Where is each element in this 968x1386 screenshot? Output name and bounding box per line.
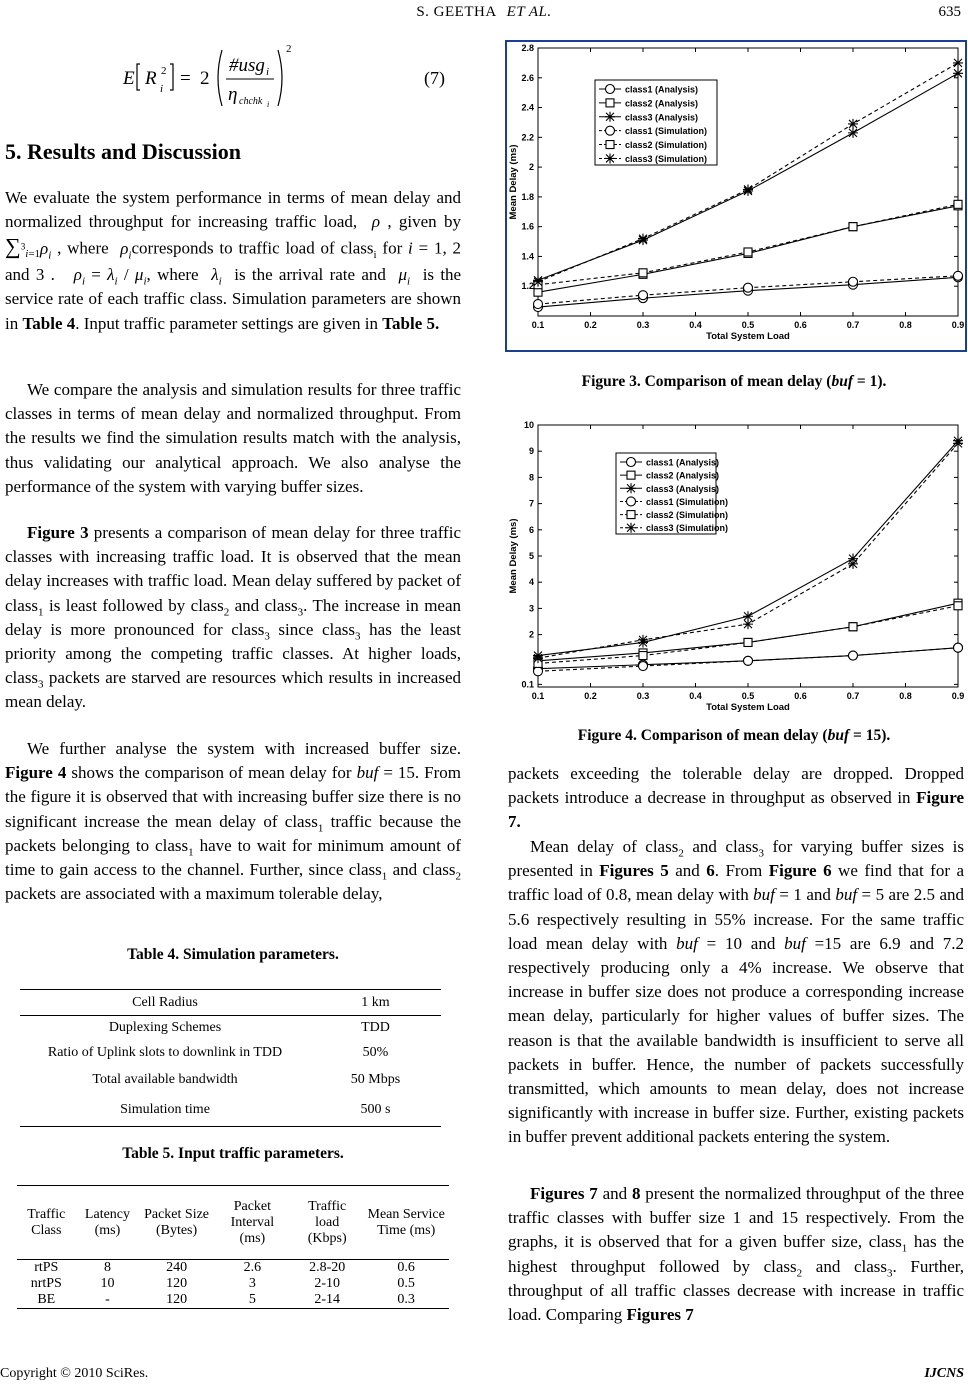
data-point [743, 619, 753, 629]
legend-label: class3 (Simulation) [646, 523, 729, 534]
table-header-cell: Traffic Class [27, 1206, 66, 1238]
table-header-cell: Packet Interval (ms) [230, 1198, 275, 1246]
table-cell: 50 Mbps [350, 1071, 401, 1087]
left-paragraph-3: Figure 3 presents a comparison of mean delay for three traffic classes with increasing traffic load. It is observed that the mean delay increases with traffic load. Mean delay suffered by packet of class$_1$ is least followed by class$_2$ and class$_3$. The increase in mean delay is more pronounced for class$_3$ since class$_3$ has the least priority among the competing traffic classes. At higher loads, class$_3$ packets are starved are resources which results in increased mean delay. [5, 523, 462, 712]
data-point [849, 277, 858, 286]
legend-label: class1 (Simulation) [646, 496, 729, 507]
legend-marker [626, 483, 636, 493]
legend-marker [627, 458, 636, 467]
equation-7 [118, 38, 318, 110]
page-number: 635 [938, 4, 961, 20]
y-tick-label: 2 [528, 162, 534, 173]
table-header-row [17, 1186, 449, 1260]
table-cell: 500 s [360, 1102, 391, 1118]
figure-4-caption: Figure 4. Comparison of mean delay (buf = 15). [577, 727, 891, 744]
legend-marker [627, 511, 635, 519]
left-paragraph-4: We further analyse the system with increased buffer size. Figure 4 shows the comparison of mean delay for buf = 15. From the figure it is observed that with increasing buffer size there is no significant increase the mean delay of class$_1$ traffic because the packets belonging to class$_1$ have to wait for minimum amount of time to gain access to the channel. Further, since class$_1$ and class$_2$ packets are associated with a maximum tolerable delay, [5, 739, 462, 904]
table-cell: Total available bandwidth [92, 1071, 238, 1087]
left-paragraph-1: We evaluate the system performance in terms of mean delay and normalized throughput for increasing traffic load, ρ , given by $\sum^3_{i=1}\rho_i$ , where $\rho_icorresponds$ to traffic load of class$_i$ for i = 1, 2 and 3 . $\rho_i = \lambda_i / \mu_i$, where $\lambda_i$ is the arrival rate and $\mu_i$ is the service rate of each traffic class. Simulation parameters are shown in Table 4. Input traffic parameter settings are given in Table 5. [5, 188, 462, 333]
footer-copyright: Copyright © 2010 SciRes. [0, 1366, 149, 1381]
table-cell: rtPS [34, 1260, 59, 1275]
data-point [639, 291, 648, 300]
x-tick-label: 0.1 [531, 320, 545, 330]
data-point [849, 223, 857, 231]
table-cell: Ratio of Uplink slots to downlink in TDD [47, 1044, 283, 1060]
legend-label: class2 (Simulation) [646, 510, 729, 521]
legend-marker [606, 85, 615, 94]
y-tick-label: 2.8 [521, 43, 534, 53]
svg-text:E: E [123, 68, 135, 89]
y-tick-label: 4 [528, 577, 534, 588]
data-point [639, 652, 647, 660]
svg-text:i: i [160, 83, 164, 95]
svg-text:2: 2 [286, 43, 292, 55]
table-cell: 120 [166, 1292, 188, 1307]
x-tick-label: 0.4 [689, 691, 702, 701]
data-point [953, 68, 963, 78]
figure-3-chart [505, 40, 967, 352]
y-tick-label: 2.2 [521, 132, 534, 143]
legend-label: class2 (Analysis) [646, 470, 720, 481]
table-cell: Simulation time [120, 1102, 210, 1118]
svg-text:chchk: chchk [239, 96, 263, 107]
x-tick-label: 0.3 [636, 691, 650, 701]
data-point [743, 184, 753, 194]
x-axis-label: Total System Load [706, 702, 790, 713]
table-cell: 3 [248, 1276, 256, 1291]
data-point [533, 277, 543, 287]
data-point [639, 269, 647, 277]
table-cell: 2-14 [314, 1292, 341, 1307]
data-point [638, 234, 648, 244]
y-tick-label: 5 [528, 551, 534, 561]
legend-label: class3 (Analysis) [625, 112, 699, 123]
table-cell: BE [37, 1292, 56, 1307]
figure-3-plot [505, 40, 967, 352]
x-tick-label: 0.9 [951, 320, 965, 330]
data-point [744, 248, 752, 256]
table-cell: TDD [361, 1020, 390, 1036]
y-tick-label: 0.1 [521, 679, 534, 690]
table-cell: 8 [103, 1260, 111, 1275]
data-point [639, 662, 648, 671]
data-point [954, 643, 963, 652]
x-tick-label: 0.5 [741, 320, 755, 330]
data-point [744, 283, 753, 292]
svg-text:2: 2 [200, 68, 210, 89]
running-header [0, 2, 968, 24]
legend-label: class1 (Analysis) [646, 457, 720, 468]
table-cell: 2.6 [243, 1260, 262, 1275]
x-tick-label: 0.5 [741, 691, 755, 701]
table-cell: 0.6 [397, 1260, 415, 1275]
table-cell: 240 [166, 1260, 188, 1275]
legend-marker [605, 153, 615, 163]
right-paragraph-3: Figures 7 and 8 present the normalized throughput of the three traffic classes with buffer size 1 and 15 respectively. From the graphs, it is observed that for a given buffer size, class$_1$ has the highest throughput followed by class$_2$ and class$_3$. Further, throughput of all traffic classes decrease with increase in traffic load. Comparing Figures 7 [508, 1184, 965, 1325]
data-point [954, 200, 962, 208]
data-point [638, 635, 648, 645]
legend-marker [605, 112, 615, 122]
table-cell: 0.5 [397, 1276, 415, 1291]
y-tick-label: 10 [523, 420, 534, 430]
data-point [533, 653, 543, 663]
header-author: S. GEETHA [416, 4, 497, 20]
legend-marker [606, 141, 614, 149]
table-cell: Cell Radius [132, 994, 198, 1010]
x-tick-label: 0.7 [846, 320, 860, 330]
table-cell: 10 [100, 1276, 115, 1291]
figure-3-caption: Figure 3. Comparison of mean delay (buf = 1). [581, 373, 887, 390]
table-cell: 5 [248, 1292, 256, 1307]
data-point [953, 438, 963, 448]
legend-label: class3 (Analysis) [646, 483, 720, 494]
table-header-cell: Traffic load (Kbps) [307, 1198, 347, 1246]
data-point [848, 559, 858, 569]
header-etal: ET AL. [506, 4, 552, 20]
x-tick-label: 0.6 [794, 691, 807, 701]
legend-marker [627, 471, 635, 479]
y-tick-label: 6 [528, 524, 534, 535]
svg-text:i: i [266, 66, 270, 78]
legend-marker [626, 523, 636, 533]
table-cell: 2.8-20 [309, 1260, 346, 1275]
data-point [954, 602, 962, 610]
table-cell: Duplexing Schemes [108, 1020, 222, 1036]
x-tick-label: 0.7 [846, 691, 860, 701]
y-tick-label: 3 [528, 603, 534, 614]
data-point [953, 58, 963, 68]
y-axis-label: Mean Delay (ms) [508, 144, 519, 220]
legend-marker [627, 497, 636, 506]
y-tick-label: 8 [528, 472, 534, 483]
table-cell: 120 [166, 1276, 188, 1291]
legend-label: class3 (Simulation) [625, 153, 708, 164]
legend-label: class2 (Simulation) [625, 140, 708, 151]
data-point [848, 128, 858, 138]
svg-text:=: = [180, 68, 191, 89]
legend-label: class2 (Analysis) [625, 98, 699, 109]
data-point [954, 271, 963, 280]
table-row [20, 1041, 441, 1065]
table-cell: 50% [362, 1044, 389, 1060]
table-row [17, 1276, 449, 1292]
figure-4-plot [505, 415, 967, 715]
table-row [20, 1095, 441, 1127]
equation-number: (7) [424, 68, 445, 88]
svg-text:η: η [228, 84, 238, 105]
y-tick-label: 2.4 [521, 102, 534, 113]
legend-label: class1 (Simulation) [625, 126, 708, 137]
table-header-cell: Latency (ms) [84, 1206, 131, 1238]
legend-marker [606, 99, 614, 107]
table-5 [17, 1185, 449, 1309]
data-point [848, 119, 858, 129]
x-tick-label: 0.8 [899, 320, 912, 330]
y-tick-label: 1.2 [521, 281, 534, 292]
svg-text:#usg: #usg [229, 55, 265, 76]
left-paragraph-2: We compare the analysis and simulation results for three traffic classes in terms of mean delay and normalized throughput. From the results we find the simulation results match with the analysis, thus validating our analytical approach. We also analyse the performance of the system with varying buffer sizes. [5, 380, 461, 496]
x-tick-label: 0.8 [899, 691, 912, 701]
data-point [849, 651, 858, 660]
data-point [744, 638, 752, 646]
table-row [17, 1260, 449, 1277]
table-row [20, 990, 441, 1016]
table-cell: 2-10 [314, 1276, 341, 1291]
table-row [20, 1065, 441, 1095]
right-paragraph-2: Mean delay of class$_2$ and class$_3$ for varying buffer sizes is presented in Figures 5 and 6. From Figure 6 we find that for a traffic load of 0.8, mean delay with buf = 1 and buf = 5 are 2.5 and 5.6 respectively resulting in 55% increase. For the same traffic load mean delay with buf = 10 and buf =15 are 6.9 and 7.2 respectively producing only a 4% increase. We observe that increase in buffer size does not produce a corresponding increase mean delay, particularly for higher values of buffer sizes. The reason is that the available bandwidth is insufficient to serve all packets in buffer. Hence, the number of packets successfully transmitted, which amounts to mean delay, does not increase significantly with increase in buffer size. Further, existing packets in buffer prevent additional packets entering the system. [508, 837, 964, 1147]
y-tick-label: 2 [528, 629, 534, 640]
x-tick-label: 0.1 [531, 691, 545, 701]
data-point [744, 656, 753, 665]
equation-7-graphic [118, 38, 318, 110]
table-row [20, 1016, 441, 1041]
figure-4-chart [505, 415, 967, 715]
y-tick-label: 1.4 [521, 251, 534, 262]
data-point [534, 667, 543, 676]
section-heading: 5. Results and Discussion [5, 139, 241, 164]
svg-text:R: R [145, 68, 157, 89]
x-tick-label: 0.9 [951, 691, 965, 701]
table-5-caption: Table 5. Input traffic parameters. [122, 1145, 344, 1162]
y-tick-label: 1.8 [521, 191, 534, 202]
x-tick-label: 0.6 [794, 320, 807, 330]
footer-journal: IJCNS [924, 1366, 964, 1381]
data-point [849, 623, 857, 631]
data-point [534, 288, 542, 296]
y-tick-label: 1.6 [521, 221, 534, 232]
table-cell: 1 km [361, 994, 390, 1010]
table-4 [20, 989, 441, 1127]
x-tick-label: 0.2 [584, 691, 597, 701]
x-tick-label: 0.4 [689, 320, 702, 330]
table-header-cell: Mean Service Time (ms) [367, 1206, 445, 1238]
y-tick-label: 9 [528, 446, 534, 457]
x-tick-label: 0.2 [584, 320, 597, 330]
table-cell: - [105, 1292, 110, 1307]
x-tick-label: 0.3 [636, 320, 650, 330]
table-cell: nrtPS [30, 1276, 62, 1291]
y-tick-label: 2.6 [521, 72, 534, 83]
y-axis-label: Mean Delay (ms) [508, 518, 519, 594]
right-paragraph-1: packets exceeding the tolerable delay are dropped. Dropped packets introduce a decrease in throughput as observed in Figure 7. [508, 764, 964, 832]
svg-text:2: 2 [161, 65, 167, 77]
table-cell: 0.3 [397, 1292, 415, 1307]
table-4-caption: Table 4. Simulation parameters. [127, 946, 339, 963]
legend-marker [606, 126, 615, 135]
data-point [534, 300, 543, 309]
table-row [17, 1292, 449, 1309]
table-header-cell: Packet Size (Bytes) [144, 1206, 210, 1238]
y-tick-label: 7 [528, 498, 534, 509]
svg-text:i: i [267, 100, 270, 109]
x-axis-label: Total System Load [706, 331, 790, 342]
legend-label: class1 (Analysis) [625, 84, 699, 95]
